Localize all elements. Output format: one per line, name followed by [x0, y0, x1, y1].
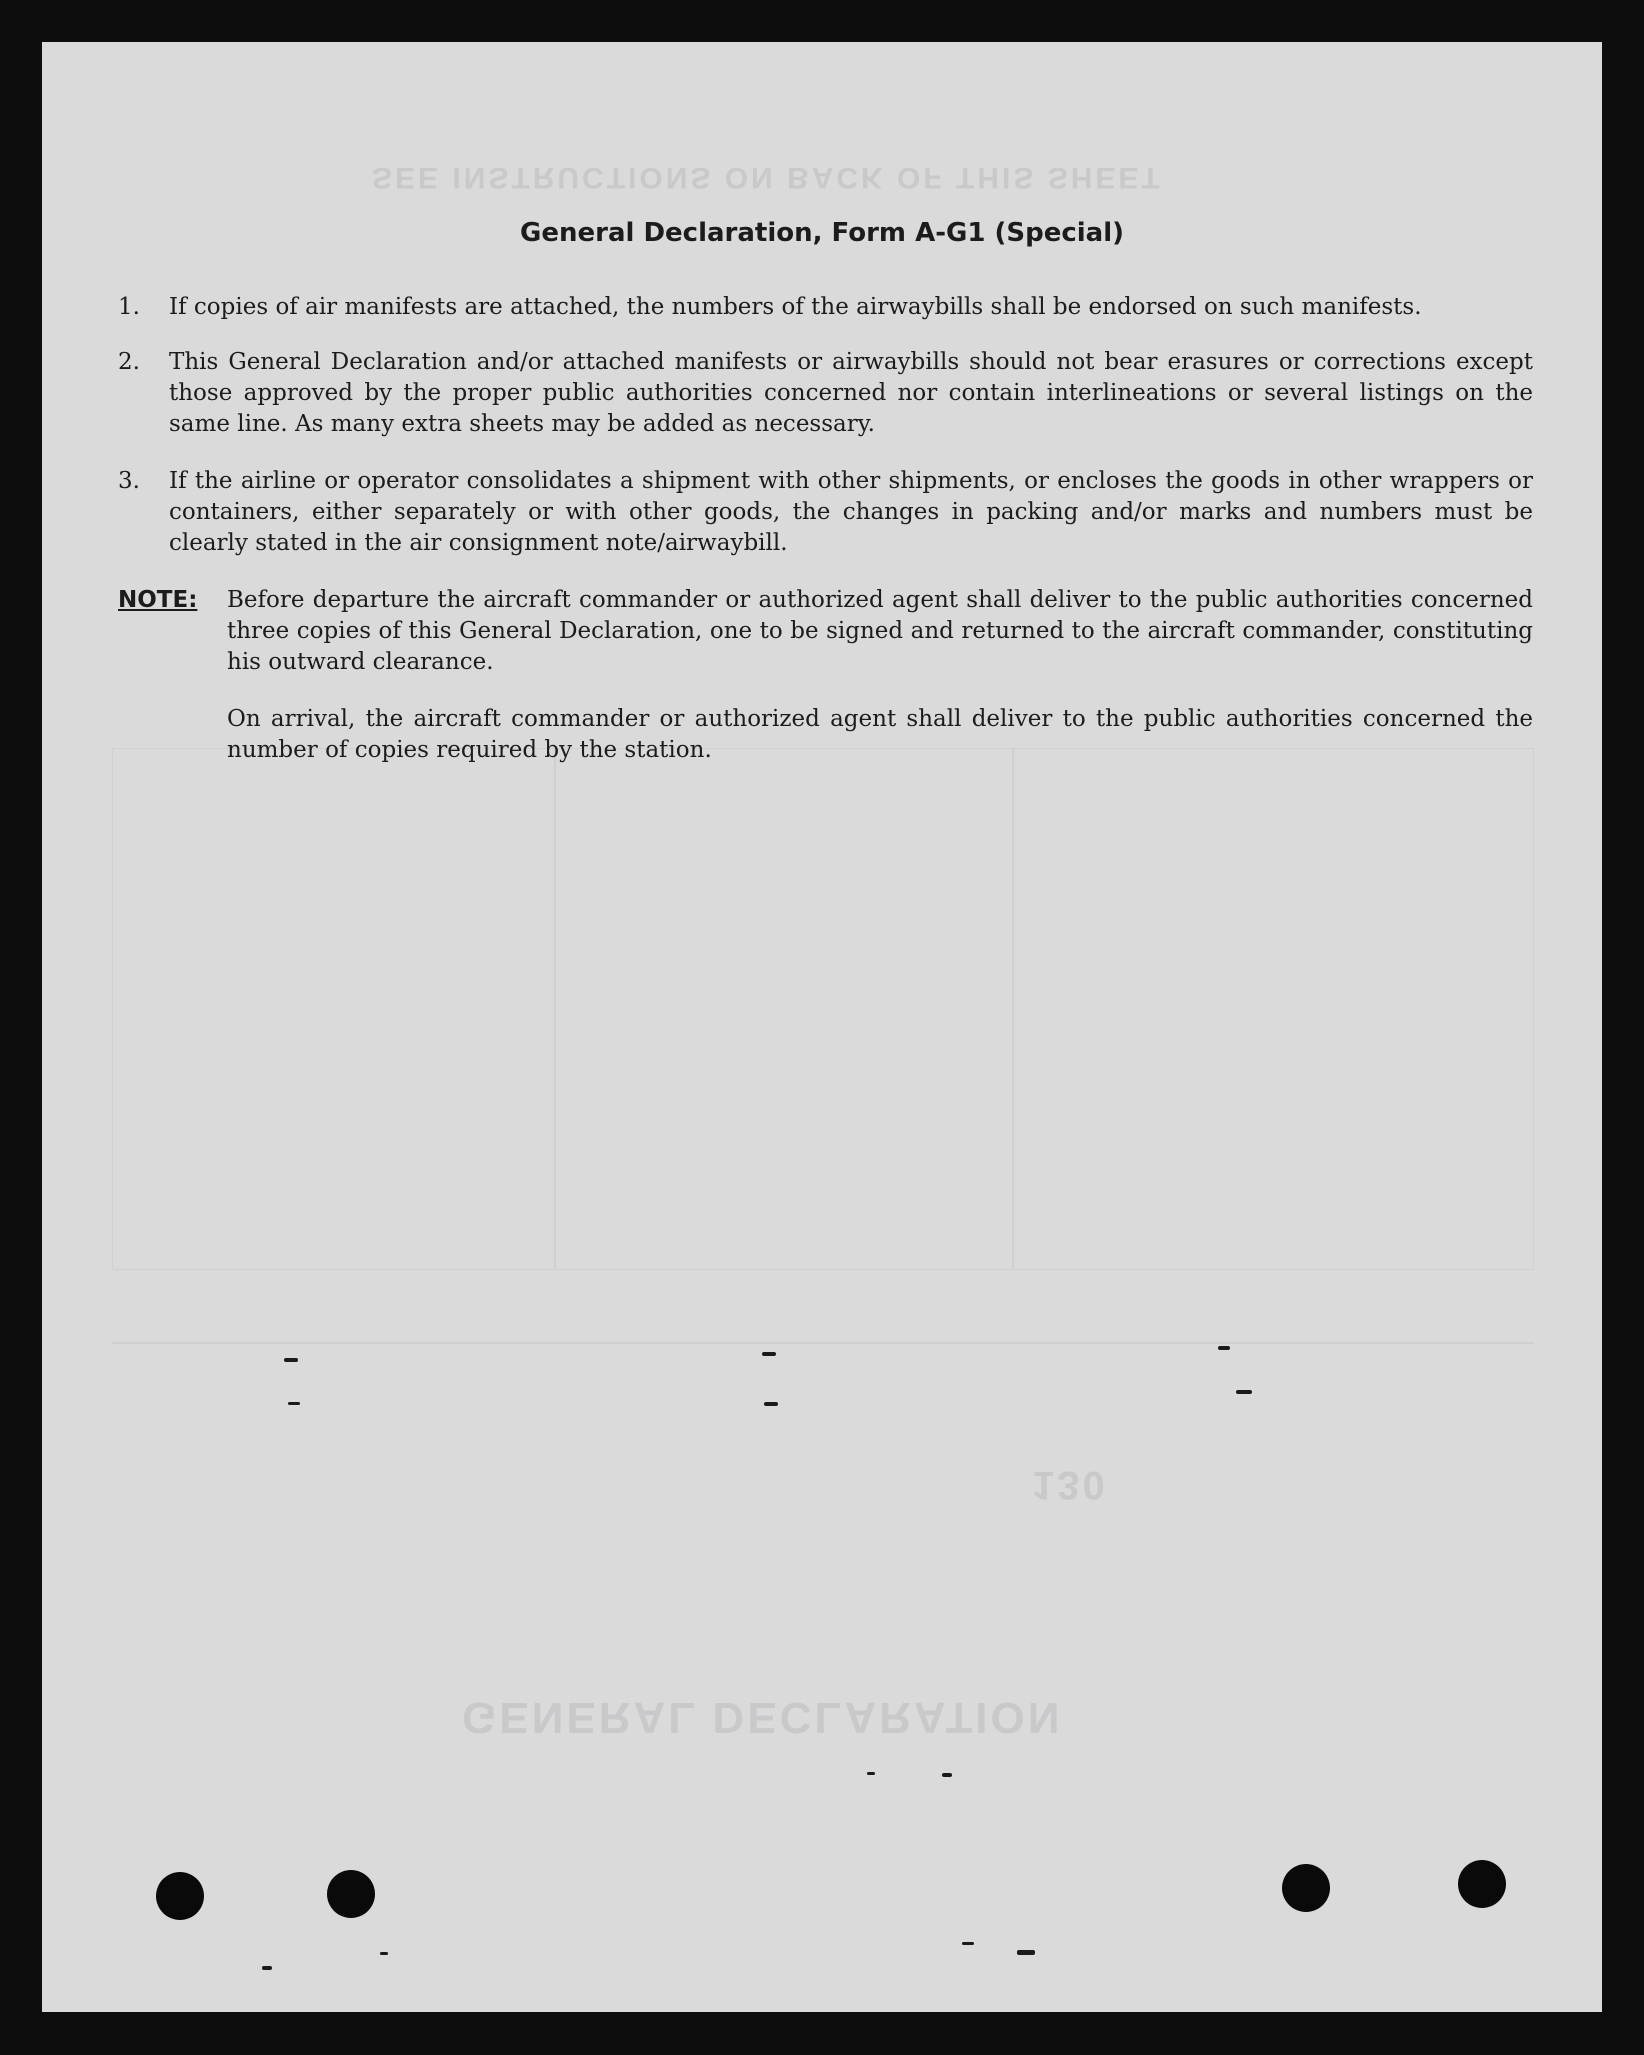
instruction-item-1 [118, 292, 1533, 323]
staple-mark [764, 1402, 778, 1406]
form-title: General Declaration, Form A-G1 (Special) [520, 218, 1124, 248]
staple-mark [942, 1773, 952, 1777]
note-section [118, 585, 1533, 678]
item-text: If copies of air manifests are attached, the numbers of the airwaybills shall be endorsed on such manifests. [169, 294, 1422, 320]
document-page [42, 42, 1602, 2012]
bleed-through-title: GENERAL DECLARATION [462, 1693, 1063, 1742]
bleed-through-table-divider-2 [1012, 748, 1014, 1270]
bleed-through-form-id: 130 [1032, 1463, 1108, 1507]
item-text: This General Declaration and/or attached manifests or airwaybills should not bear erasures or corrections except those approved by the proper public authorities concerned nor contain interlineations or several listings on the same line. As many extra sheets may be added as necessary. [169, 349, 1533, 437]
staple-mark [380, 1952, 388, 1955]
staple-mark [284, 1358, 298, 1362]
bleed-through-header: SEE INSTRUCTIONS ON BACK OF THIS SHEET [372, 161, 1163, 194]
staple-mark [867, 1772, 875, 1775]
instruction-item-2 [118, 347, 1533, 440]
staple-mark [262, 1966, 272, 1970]
staple-mark [1017, 1950, 1035, 1955]
item-number: 3. [118, 468, 140, 494]
staple-mark [962, 1942, 974, 1945]
item-number: 2. [118, 349, 140, 375]
staple-mark [1218, 1346, 1230, 1350]
note-section-continued [118, 704, 1533, 766]
bleed-through-table [112, 748, 1534, 1270]
punch-hole [327, 1870, 375, 1918]
note-paragraph-2: On arrival, the aircraft commander or authorized agent shall deliver to the public authorities concerned the number of copies required by the station. [227, 706, 1533, 763]
bleed-through-table-divider-1 [554, 748, 556, 1270]
item-text: If the airline or operator consolidates a shipment with other shipments, or encloses the goods in other wrappers or containers, either separately or with other goods, the changes in packing and/or marks and numbers must be clearly stated in the air consignment note/airwaybill. [169, 468, 1533, 556]
item-number: 1. [118, 294, 140, 320]
note-paragraph-1: Before departure the aircraft commander or authorized agent shall deliver to the public authorities concerned three copies of this General Declaration, one to be signed and returned to the aircraft commander, constituting his outward clearance. [227, 587, 1533, 675]
instruction-item-3 [118, 466, 1533, 559]
punch-hole [156, 1872, 204, 1920]
staple-mark [762, 1352, 776, 1356]
staple-mark [288, 1402, 300, 1405]
bleed-through-rule [112, 1342, 1534, 1344]
punch-hole [1282, 1864, 1330, 1912]
note-label: NOTE: [118, 587, 198, 613]
staple-mark [1236, 1390, 1252, 1394]
punch-hole [1458, 1860, 1506, 1908]
